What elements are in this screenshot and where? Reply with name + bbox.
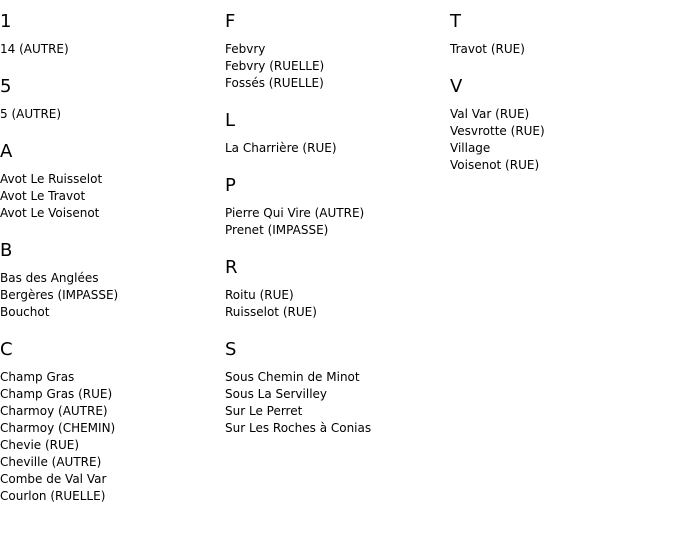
street-item: Travot (RUE) xyxy=(450,42,525,56)
street-item: 5 (AUTRE) xyxy=(0,107,62,121)
group-letter-heading: L xyxy=(225,110,236,131)
street-item: Prenet (IMPASSE) xyxy=(225,223,329,237)
street-item: Febvry (RUELLE) xyxy=(225,59,325,73)
group-letter-heading: A xyxy=(0,141,13,162)
street-item: Courlon (RUELLE) xyxy=(0,489,106,503)
street-list xyxy=(225,205,445,239)
street-item: Cheville (AUTRE) xyxy=(0,455,102,469)
index-column-2 xyxy=(225,0,445,437)
letter-group-c xyxy=(0,339,220,505)
street-item: Sur Le Perret xyxy=(225,404,303,418)
street-list xyxy=(0,41,220,58)
letter-group-1 xyxy=(0,11,220,58)
street-item: Avot Le Travot xyxy=(0,189,86,203)
group-letter-heading: R xyxy=(225,257,238,278)
street-item: Roitu (RUE) xyxy=(225,288,294,302)
letter-group-a xyxy=(0,141,220,222)
street-item: Febvry xyxy=(225,42,266,56)
letter-group-s xyxy=(225,339,445,437)
street-list xyxy=(225,369,445,437)
street-item: Charmoy (CHEMIN) xyxy=(0,421,116,435)
group-letter-heading: V xyxy=(450,76,463,97)
street-item: Chevie (RUE) xyxy=(0,438,80,452)
index-column-1 xyxy=(0,0,220,505)
letter-group-5 xyxy=(0,76,220,123)
group-letter-heading: B xyxy=(0,240,13,261)
letter-group-r xyxy=(225,257,445,321)
group-letter-heading: P xyxy=(225,175,236,196)
letter-group-v xyxy=(450,76,670,174)
street-list xyxy=(225,41,445,92)
street-list xyxy=(0,106,220,123)
street-list xyxy=(225,140,445,157)
street-list xyxy=(450,106,670,174)
street-item: Avot Le Ruisselot xyxy=(0,172,103,186)
street-item: Avot Le Voisenot xyxy=(0,206,100,220)
street-item: Charmoy (AUTRE) xyxy=(0,404,108,418)
street-item: Sur Les Roches à Conias xyxy=(225,421,372,435)
street-list xyxy=(450,41,670,58)
letter-group-f xyxy=(225,11,445,92)
street-item: 14 (AUTRE) xyxy=(0,42,69,56)
street-item: Fossés (RUELLE) xyxy=(225,76,324,90)
street-item: La Charrière (RUE) xyxy=(225,141,337,155)
street-item: Bouchot xyxy=(0,305,50,319)
street-item: Sous La Servilley xyxy=(225,387,328,401)
index-column-3 xyxy=(450,0,670,174)
street-item: Bergères (IMPASSE) xyxy=(0,288,119,302)
group-letter-heading: 1 xyxy=(0,11,12,32)
street-item: Sous Chemin de Minot xyxy=(225,370,360,384)
group-letter-heading: 5 xyxy=(0,76,12,97)
street-list xyxy=(225,287,445,321)
street-item: Voisenot (RUE) xyxy=(450,158,540,172)
street-item: Vesvrotte (RUE) xyxy=(450,124,545,138)
street-item: Champ Gras xyxy=(0,370,75,384)
letter-group-b xyxy=(0,240,220,321)
letter-group-t xyxy=(450,11,670,58)
group-letter-heading: S xyxy=(225,339,237,360)
street-list xyxy=(0,369,220,505)
group-letter-heading: C xyxy=(0,339,13,360)
letter-group-p xyxy=(225,175,445,239)
street-item: Ruisselot (RUE) xyxy=(225,305,317,319)
street-item: Bas des Anglées xyxy=(0,271,99,285)
street-item: Val Var (RUE) xyxy=(450,107,530,121)
street-list xyxy=(0,270,220,321)
group-letter-heading: T xyxy=(450,11,461,32)
street-list xyxy=(0,171,220,222)
street-item: Village xyxy=(450,141,491,155)
street-item: Combe de Val Var xyxy=(0,472,107,486)
group-letter-heading: F xyxy=(225,11,236,32)
street-item: Champ Gras (RUE) xyxy=(0,387,113,401)
street-item: Pierre Qui Vire (AUTRE) xyxy=(225,206,365,220)
letter-group-l xyxy=(225,110,445,157)
